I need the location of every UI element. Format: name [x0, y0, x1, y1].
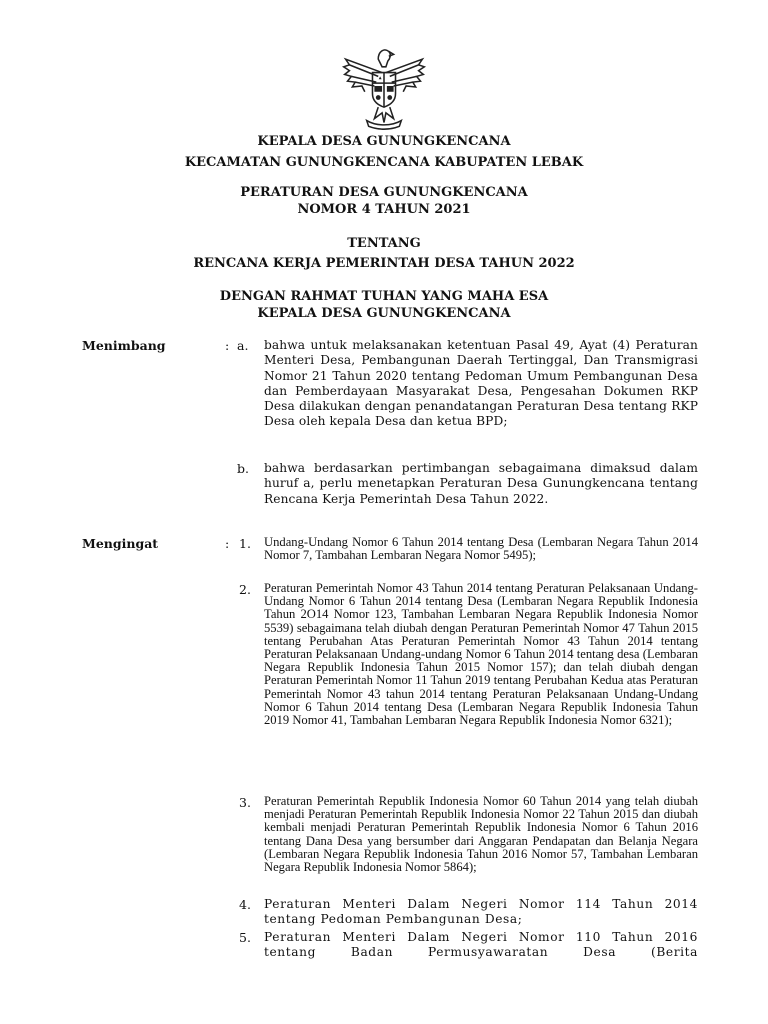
regulation-about: TENTANG: [347, 236, 421, 251]
header-subtitle-district: KECAMATAN GUNUNGKENCANA KABUPATEN LEBAK: [184, 155, 584, 170]
mengingat-item-marker: 4.: [239, 897, 251, 912]
mengingat-item-text: Peraturan Pemerintah Republik Indonesia Nomor 60 Tahun 2014 yang telah diubah menjadi Peraturan Pemerintah Republik Indonesia Nomor 22 Tahun 2015 dan diubah kembali menjadi Peraturan Pemerintah Republik Indonesia Nomor 6 Tahun 2016 tentang Dana Desa yang bersumber dari Anggaran Pendapatan dan Belanja Negara (Lembaran Negara Republik Indonesia Tahun 2016 Nomor 57, Tambahan Lembaran Negara Republik Indonesia Nomor 5864);: [264, 794, 698, 875]
menimbang-item-marker: b.: [237, 461, 249, 476]
header-title-village-head: KEPALA DESA GUNUNGKENCANA: [257, 134, 511, 149]
mengingat-item-text: Peraturan Menteri Dalam Negeri Nomor 110 Tahun 2016 tentang Badan Permusyawaratan Desa (Berita: [264, 930, 698, 960]
issuer-line: KEPALA DESA GUNUNGKENCANA: [257, 306, 511, 321]
mengingat-item-text: Peraturan Pemerintah Nomor 43 Tahun 2014 tentang Peraturan Pelaksanaan Undang-Undang Nomor 6 Tahun 2014 tentang Desa (Lembaran Negara Republik Indonesia Tahun 2O14 Nomor 123, Tambahan Lembaran Negara Republik Indonesia Nomor 5539) sebagaimana telah diubah dengan Peraturan Pemerintah Nomor 47 Tahun 2015 tentang Perubahan Atas Peraturan Pemerintah Nomor 43 Tahun 2014 tentang Peraturan Pelaksanaan Undang-undang Nomor 6 Tahun 2014 tentang desa (Lembaran Negara Republik Indonesia Tahun 2015 Nomor 157); dan telah diubah dengan Peraturan Pemerintah Nomor 11 Tahun 2019 tentang Perubahan Kedua atas Peraturan Pemerintah Nomor 43 tahun 2014 tentang Peraturan Pelaksanaan Undang-Undang Nomor 6 Tahun 2014 tentang Desa (Lembaran Negara Republik Indonesia Tahun 2019 Nomor 41, Tambahan Lembaran Negara Republik Indonesia Nomor 6321);: [264, 581, 698, 728]
garuda-emblem-icon: [336, 38, 432, 134]
menimbang-item-text: bahwa untuk melaksanakan ketentuan Pasal 49, Ayat (4) Peraturan Menteri Desa, Pembangunan Daerah Tertinggal, Dan Transmigrasi Nomor 21 Tahun 2020 tentang Pedoman Umum Pembangunan Desa dan Pemberdayaan Masyarakat Desa, Pengesahan Dokumen RKP Desa dilakukan dengan penandatangan Peraturan Desa tentang RKP Desa oleh kepala Desa dan ketua BPD;: [264, 338, 698, 429]
regulation-number: NOMOR 4 TAHUN 2021: [297, 202, 471, 217]
menimbang-item-marker: a.: [237, 338, 249, 353]
regulation-title: PERATURAN DESA GUNUNGKENCANA: [240, 185, 528, 200]
mengingat-item-marker: 1.: [239, 536, 251, 551]
mengingat-label: Mengingat: [82, 536, 159, 551]
invocation-line: DENGAN RAHMAT TUHAN YANG MAHA ESA: [219, 289, 549, 304]
mengingat-item-marker: 2.: [239, 582, 251, 597]
menimbang-item-text: bahwa berdasarkan pertimbangan sebagaimana dimaksud dalam huruf a, perlu menetapkan Peraturan Desa Gunungkencana tentang Rencana Kerja Pemerintah Desa Tahun 2022.: [264, 461, 698, 506]
mengingat-item-text: Peraturan Menteri Dalam Negeri Nomor 114 Tahun 2014 tentang Pedoman Pembangunan Desa;: [264, 897, 698, 927]
mengingat-item-marker: 3.: [239, 795, 251, 810]
menimbang-label: Menimbang: [82, 338, 166, 353]
regulation-subject: RENCANA KERJA PEMERINTAH DESA TAHUN 2022: [193, 256, 575, 271]
menimbang-colon: :: [225, 338, 230, 353]
mengingat-colon: :: [225, 536, 230, 551]
mengingat-item-text: Undang-Undang Nomor 6 Tahun 2014 tentang Desa (Lembaran Negara Tahun 2014 Nomor 7, Tambahan Lembaran Negara Nomor 5495);: [264, 535, 698, 563]
mengingat-item-marker: 5.: [239, 930, 251, 945]
